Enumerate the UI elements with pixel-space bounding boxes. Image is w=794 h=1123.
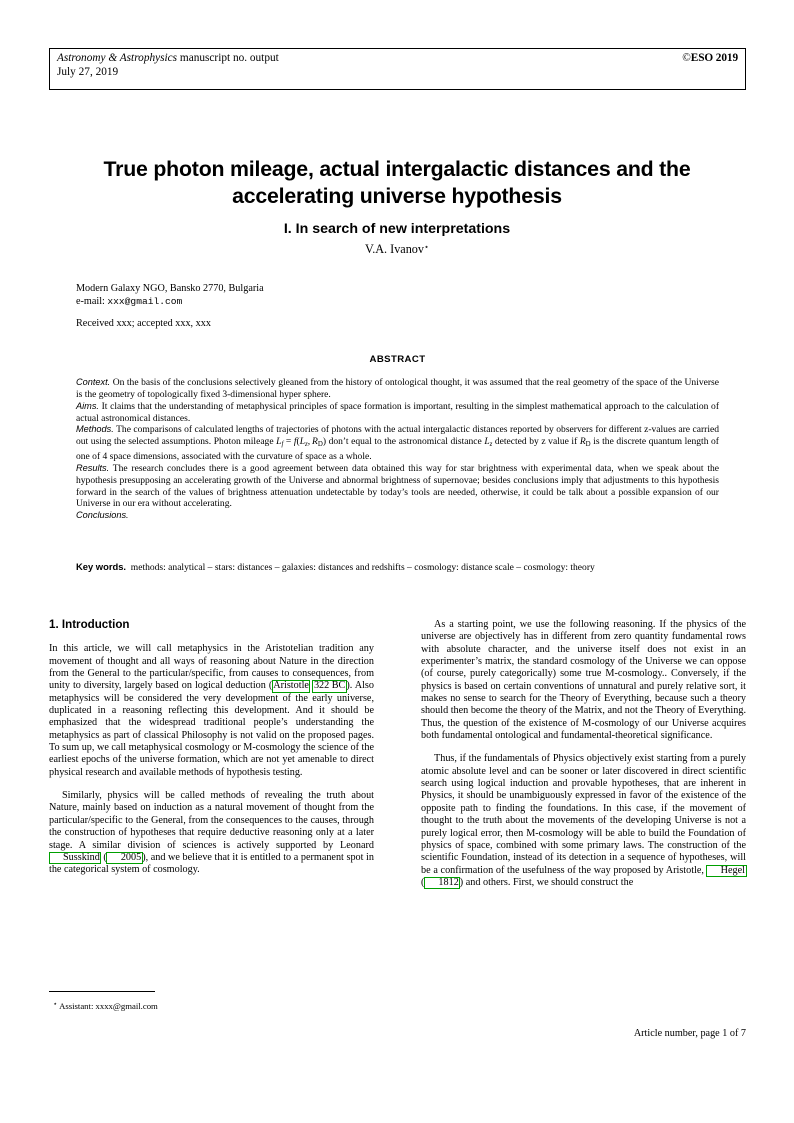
running-header-content bbox=[50, 49, 745, 79]
abstract-label-aims: Aims. bbox=[76, 400, 99, 411]
abstract-body bbox=[76, 377, 719, 522]
page-subtitle: I. In search of new interpretations bbox=[283, 220, 511, 237]
footnote bbox=[53, 999, 373, 1012]
section-heading-introduction: 1. Introduction bbox=[49, 618, 130, 631]
abstract-context bbox=[76, 377, 719, 401]
abstract-methods bbox=[76, 424, 719, 462]
paragraph: As a starting point, we use the following reasoning. If the physics of the universe are objectively has in different from zero quantity fundamental rows with absolute character, and the universe itself does not exist in an experimenter’s matrix, the standard cosmology of the Universe we can oppose (of course, purely categorically) some true M-cosmology.. Conversely, if the physics is based on certain conventions of unnatural and purely relative sort, it makes no sense to search for the Theory of Everything, because such a theory should then become the theory of the Matrix, and not the Theory of Everything. Thus, the question of the existence of M-cosmology of our Universe acquires both fundamental ontological and fundamental-theoretical significance. bbox=[421, 619, 746, 742]
email-label: e-mail: bbox=[76, 295, 108, 307]
footnote-rule bbox=[49, 991, 155, 992]
abstract-text-methods-1: The comparisons of calculated lengths of trajectories of photons with the actual intergalactic distances reported by observers for different z-values are carried out using the selected assumptions. Photon mileage bbox=[76, 424, 719, 448]
citation-link[interactable]: 322 BC bbox=[313, 680, 346, 692]
abstract-label-methods: Methods. bbox=[76, 424, 114, 435]
email-address: xxx@gmail.com bbox=[107, 295, 183, 307]
copyright-icon: © bbox=[682, 52, 691, 64]
running-header-box bbox=[49, 48, 746, 90]
affiliation-institution: Modern Galaxy NGO, Bansko 2770, Bulgaria bbox=[76, 283, 264, 294]
abstract-formula-2: $L_z$ bbox=[484, 436, 493, 449]
header-date: July 27, 2019 bbox=[57, 65, 119, 78]
page-footer: Article number, page 1 of 7 bbox=[633, 1028, 746, 1039]
keywords-block bbox=[76, 561, 719, 574]
body-column-left bbox=[49, 619, 374, 877]
manuscript-no: manuscript no. output bbox=[177, 52, 279, 64]
abstract-heading: ABSTRACT bbox=[369, 354, 426, 365]
footnote-marker: ⋆ bbox=[53, 1000, 58, 1008]
abstract-text-methods-4: is the discrete quantum length of one of 4 space dimensions, associated with the curvature of space as a whole. bbox=[76, 436, 719, 462]
abstract-text-methods-2: don’t equal to the astronomical distance bbox=[326, 436, 485, 448]
keywords-text: methods: analytical – stars: distances – galaxies: distances and redshifts – cosmology: distance scale – cosmology: theory bbox=[130, 562, 595, 573]
author-list bbox=[97, 242, 697, 257]
abstract-text-methods-3: detected by z value if bbox=[492, 436, 580, 448]
affiliation-email-line bbox=[76, 296, 716, 309]
paragraph: Similarly, physics will be called methods of revealing the truth about Nature, mainly based on induction as a natural movement of thought from the particular/specific to the General, from the consequences to the causes, through the construction of hypotheses that require deductive reasoning only at a later stage. A similar division of sciences is actively supported by Leonard Susskind ( 2005), and we believe that it is entitled to a permanent spot in the categorical system of cosmology. bbox=[49, 790, 374, 876]
author-footnote-marker: ⋆ bbox=[424, 242, 430, 252]
abstract-results bbox=[76, 463, 719, 510]
abstract-conclusions bbox=[76, 510, 719, 522]
abstract-formula-3: $R_D$ bbox=[579, 436, 591, 449]
received-accepted-line: Received xxx; accepted xxx, xxx bbox=[76, 318, 211, 329]
keywords-label: Key words. bbox=[76, 561, 127, 572]
abstract-text-aims: It claims that the understanding of metaphysical principles of space formation is important, resulting in the simplest mathematical approach to the calculation of actual astronomical distances. bbox=[76, 400, 719, 424]
body-column-right bbox=[421, 619, 746, 889]
abstract-formula-1: $L_f = f(L_z$, $R_D$) bbox=[276, 436, 327, 449]
abstract-text-context: On the basis of the conclusions selectively gleaned from the history of ontological thought, it was assumed that the real geometry of the space of the Universe is the geometry of topologically fixed 3-dimensional hyper sphere. bbox=[76, 377, 719, 400]
copyright-notice bbox=[682, 52, 738, 66]
page-title: True photon mileage, actual intergalactic distances and the accelerating universe hypothesis bbox=[103, 157, 691, 209]
abstract-label-results: Results. bbox=[76, 462, 110, 473]
citation-link[interactable]: 1812 bbox=[424, 877, 460, 889]
citation-link[interactable]: Susskind bbox=[49, 852, 102, 864]
abstract-text-results: The research concludes there is a good agreement between data obtained this way for star brightness with experimental data, when we speak about the hypothesis presupposing an accelerating growth of the Universe and abnormal brightness of supernovae; besides conclusions imply that adjustments to this hypothesis forward in the search of the values of brightness attenuation undetectable by today’s tools are needed, otherwise, it could be talk about a possible expansion of our Universe in our era without accelerating. bbox=[76, 462, 719, 510]
footnote-text: Assistant: xxxx@gmail.com bbox=[57, 1000, 158, 1011]
paragraph: In this article, we will call metaphysics in the Aristotelian tradition any movement of thought and all ways of reasoning about Nature in the direction from the General to the particular/specific, from causes to consequences, from unity to diversity, largely based on logical deduction (Aristotle 322 BC). Also metaphysics will be considered the very development of the early universe, duplicated in a reasoning reflecting this development. And it should be emphasized that the widespread traditional people’s understanding the metaphysics as part of classical Philosophy is not valid on the proposed pages. To sum up, we call metaphysical cosmology or M-cosmology the science of the earliest epochs of the universe formation, which are not yet amenable to direct physical research and available methods of hypothesis testing. bbox=[49, 643, 374, 778]
author-name: V.A. Ivanov bbox=[364, 242, 424, 256]
paragraph: Thus, if the fundamentals of Physics objectively exist starting from a purely atomic absolute level and can be sooner or later discovered in direct scientific search using logical induction and provable hypotheses, that are inherent in Physics, it should be unambiguously expressed in favor of the existence of the opposite path to finding the foundations. In this case, if the movement of thought to the truth about the movements of the developing Universe is not a purely logical error, then M-cosmology will be able to build the Foundation of physics of space, combined with some primary laws. The construction of the scientific Foundation, instead of its detection in a sequence of hypotheses, will be a confirmation of the usefulness of the way proposed by Aristotle, Hegel ( 1812) and others. First, we should construct the bbox=[421, 753, 746, 888]
affiliation-block bbox=[76, 283, 716, 308]
abstract-label-conclusions: Conclusions. bbox=[76, 510, 129, 521]
citation-link[interactable]: 2005 bbox=[106, 852, 142, 864]
citation-link[interactable]: Hegel bbox=[706, 865, 746, 877]
citation-link[interactable]: Aristotle bbox=[273, 680, 309, 692]
abstract-label-context: Context. bbox=[76, 377, 111, 387]
copyright-text: ESO 2019 bbox=[690, 52, 738, 64]
abstract-aims bbox=[76, 401, 719, 425]
journal-name: Astronomy & Astrophysics bbox=[57, 52, 178, 64]
